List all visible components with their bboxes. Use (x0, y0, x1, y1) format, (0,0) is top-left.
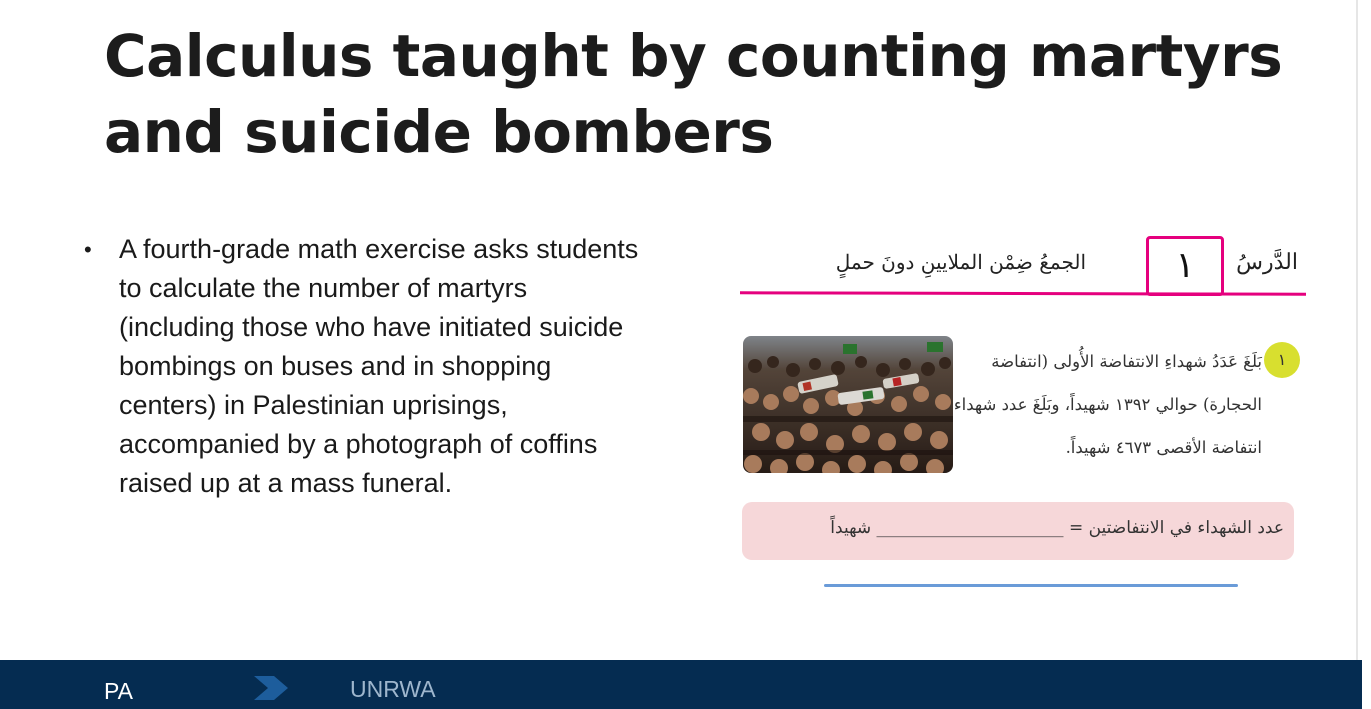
header-underline (740, 291, 1306, 295)
question-number-badge: ١ (1264, 342, 1300, 378)
bullet-item (84, 230, 644, 503)
footer-unrwa-label: UNRWA (350, 676, 436, 702)
lesson-label: الدَّرسُ (1236, 250, 1298, 275)
question-text: بَلَغَ عَدَدُ شهداءِ الانتفاضة الأُولى (انتفاضة الحجارة) حوالي ١٣٩٢ شهيداً، وبَلَغَ عدد شهداء انتفاضة الأقصى ٤٦٧٣ شهيداً. (953, 352, 1262, 457)
question-block (953, 338, 1312, 468)
lesson-number: ١ (1175, 245, 1195, 286)
crowd-image (743, 336, 953, 473)
footer-pa-label: PA (104, 678, 133, 704)
textbook-excerpt (738, 228, 1312, 598)
chevron-right-icon (252, 674, 290, 707)
answer-box (742, 502, 1294, 560)
lesson-header (738, 228, 1312, 308)
lesson-number-box (1146, 236, 1224, 296)
funeral-photo (743, 336, 953, 473)
slide-edge (1356, 0, 1358, 660)
blue-underline (824, 584, 1238, 587)
bullet-dot: • (84, 237, 92, 262)
footer-bar (0, 660, 1362, 709)
bullet-text: A fourth-grade math exercise asks students to calculate the number of martyrs (including those who have initiated suicide bombings on buses and in shopping centers) in Palestinian uprisings, accompanied by a photograph of coffins raised up at a mass funeral. (119, 234, 639, 498)
slide-title: Calculus taught by counting martyrs and suicide bombers (104, 22, 1283, 166)
answer-line: عدد الشهداء في الانتفاضتين = ______________________ شهيداً (830, 518, 1284, 538)
lesson-title: الجمعُ ضِمْن الملايينِ دونَ حملٍ (835, 250, 1086, 274)
bullet-list (84, 230, 644, 503)
